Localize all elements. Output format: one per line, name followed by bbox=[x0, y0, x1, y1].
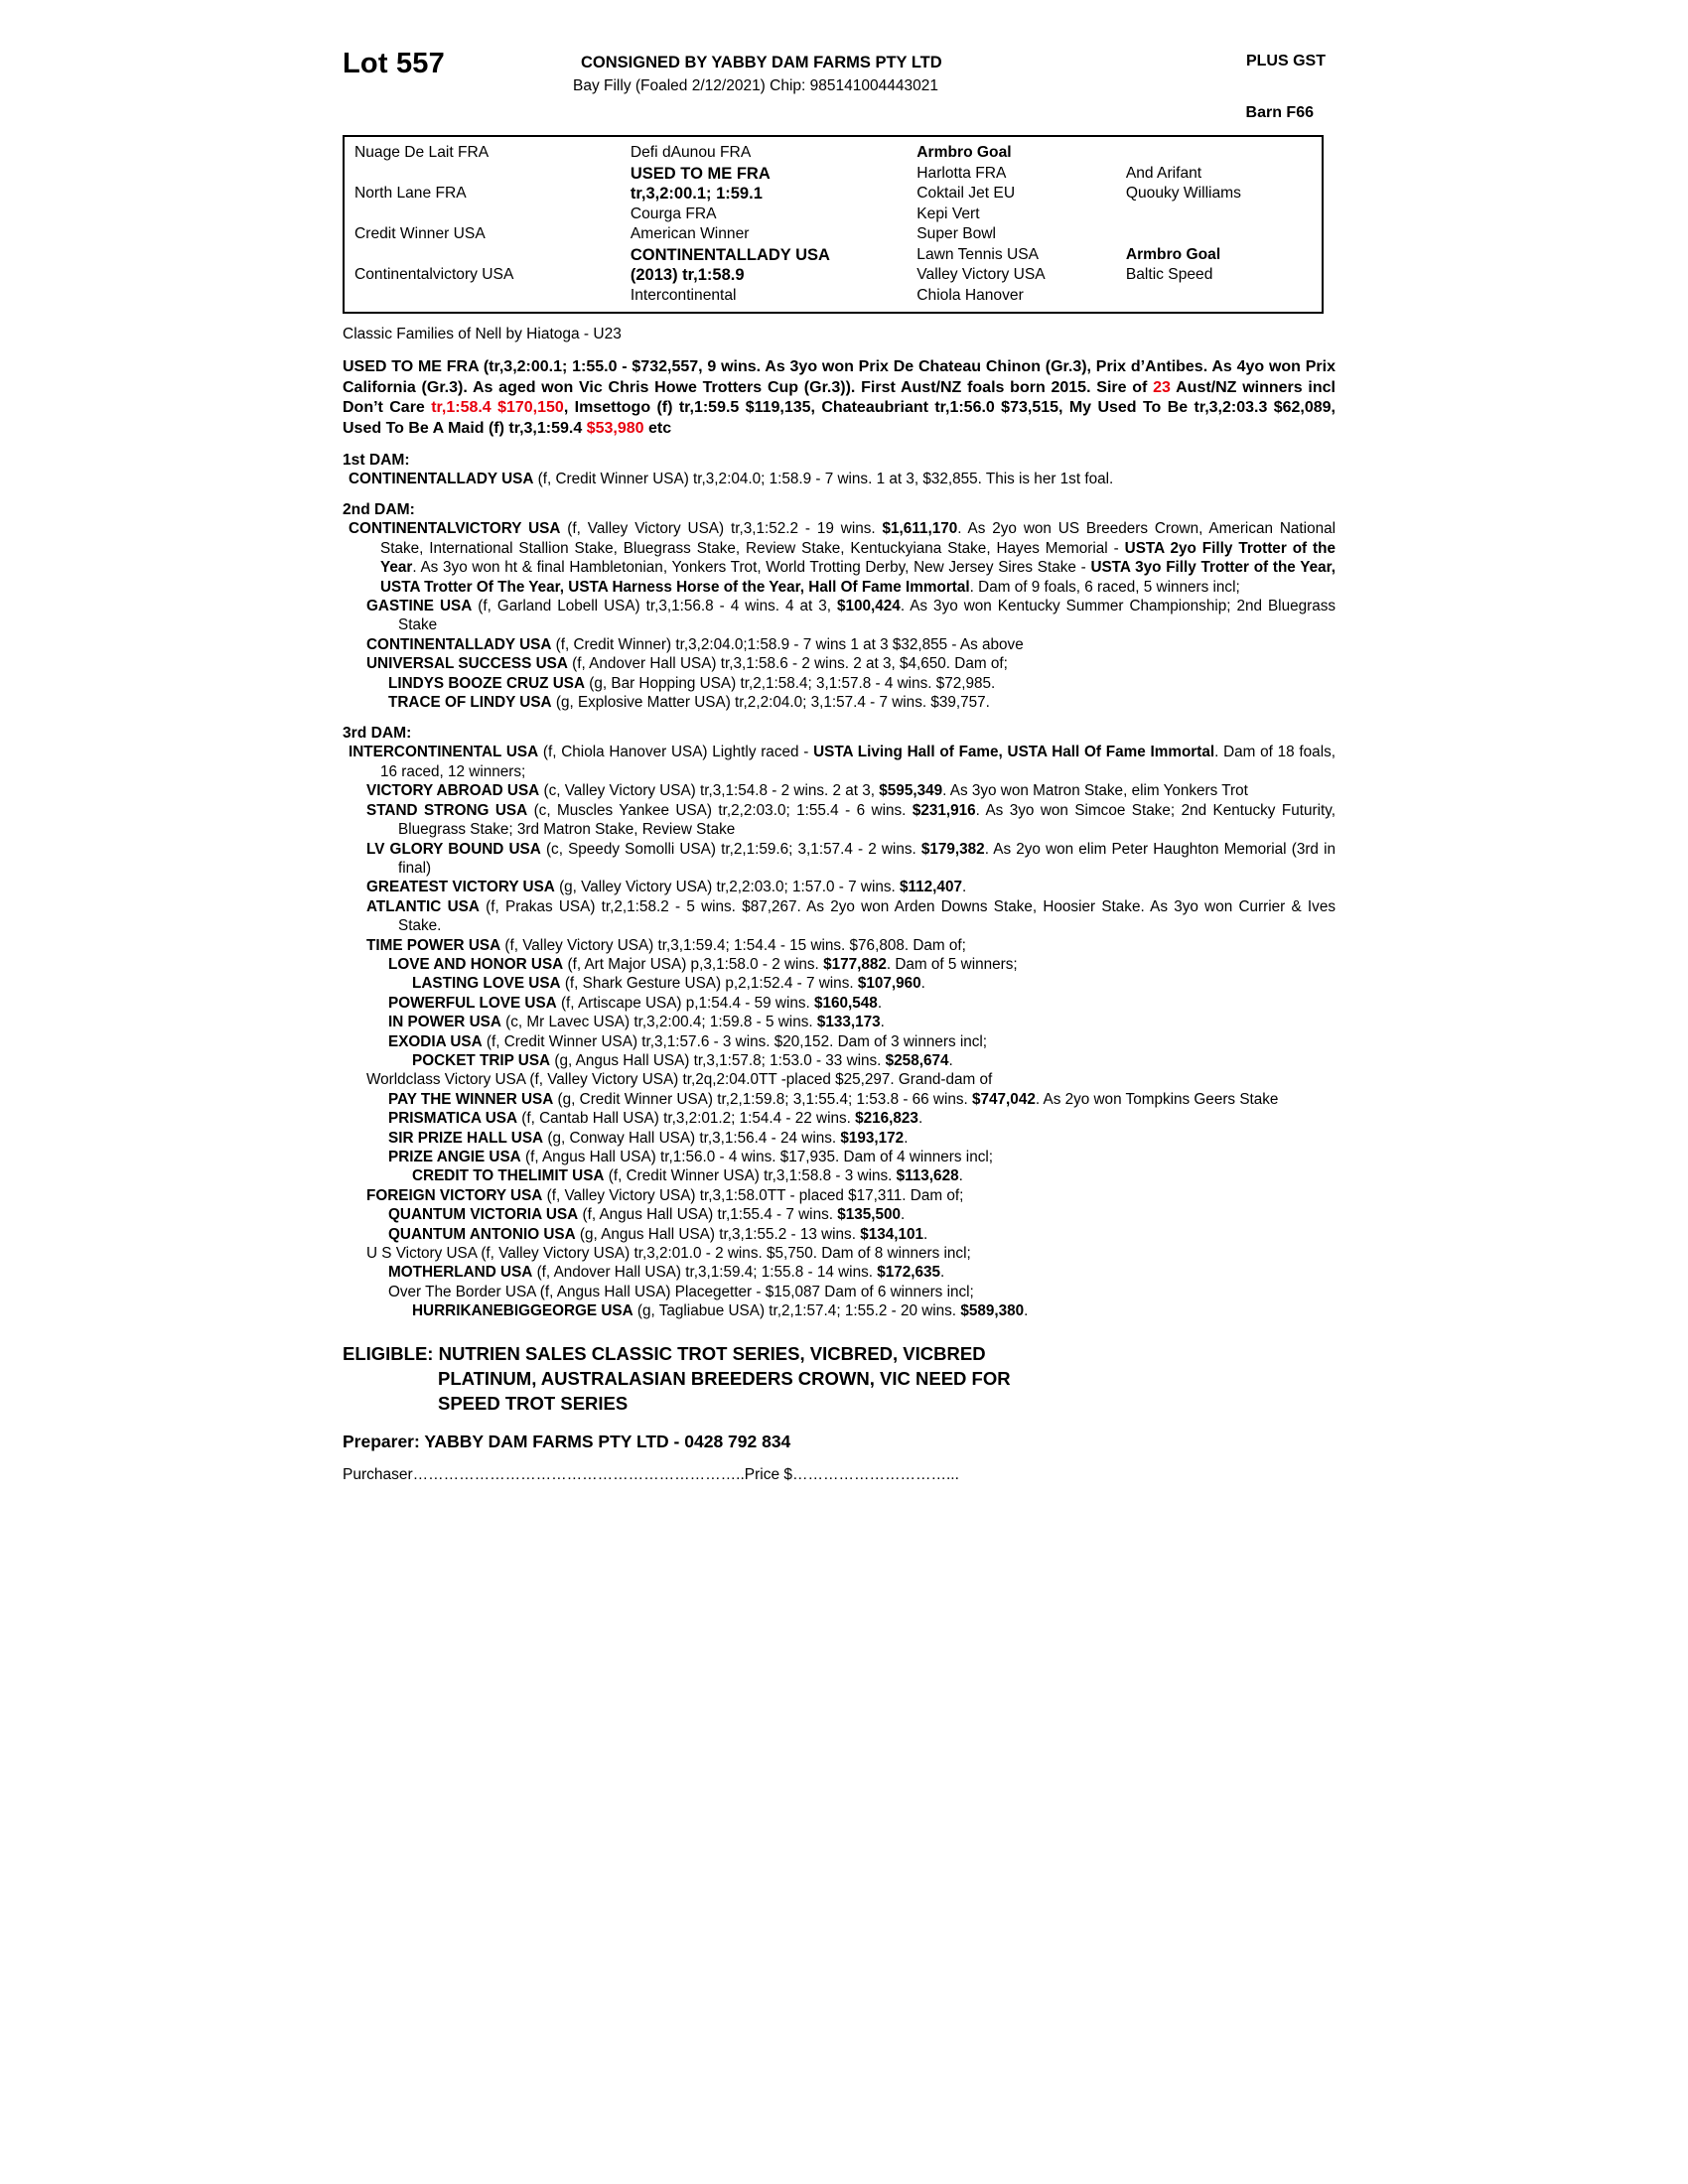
horse-detail: Over The Border USA (f, Angus Hall USA) Placegetter - $15,087 Dam of 6 winners incl; bbox=[388, 1283, 974, 1300]
horse-detail: (c, Speedy Somolli USA) tr,2,1:59.6; 3,1:57.4 - 2 wins. $179,382. As 2yo won elim Peter Haughton Memorial (3rd in final) bbox=[398, 840, 1336, 877]
horse-detail: (g, Credit Winner USA) tr,2,1:59.8; 3,1:55.4; 1:53.8 - 66 wins. $747,042. As 2yo won Tompkins Geers Stake bbox=[553, 1090, 1279, 1108]
horse-name: EXODIA USA bbox=[388, 1032, 483, 1050]
horse-name: SIR PRIZE HALL USA bbox=[388, 1129, 544, 1147]
horse-detail: Worldclass Victory USA (f, Valley Victory USA) tr,2q,2:04.0TT -placed $25,297. Grand-dam of bbox=[366, 1071, 993, 1089]
horse-detail: (f, Credit Winner USA) tr,3,2:04.0; 1:58.9 - 7 wins. 1 at 3, $32,855. This is her 1st foal. bbox=[533, 471, 1114, 487]
horse-name: MOTHERLAND USA bbox=[388, 1264, 533, 1282]
pedigree-entry bbox=[412, 1301, 1336, 1320]
pedigree-gen3-cell: Valley Victory USA bbox=[916, 266, 1046, 283]
horse-detail: (f, Art Major USA) p,3,1:58.0 - 2 wins. $177,882. Dam of 5 winners; bbox=[563, 955, 1018, 973]
pedigree-gen4-cell: Armbro Goal bbox=[1125, 245, 1221, 263]
horse-detail: (g, Conway Hall USA) tr,3,1:56.4 - 24 wins. $193,172. bbox=[543, 1129, 909, 1147]
horse-detail: (f, Credit Winner USA) tr,3,1:57.6 - 3 wins. $20,152. Dam of 3 winners incl; bbox=[482, 1032, 988, 1050]
horse-name: IN POWER USA bbox=[388, 1014, 501, 1031]
dam-sections bbox=[343, 452, 1336, 1321]
eligible-line-3: SPEED TROT SERIES bbox=[438, 1392, 629, 1414]
horse-name: PRIZE ANGIE USA bbox=[388, 1149, 521, 1165]
pedigree-gen4-cell: Armbro Goal bbox=[916, 144, 1012, 161]
pedigree-entry bbox=[388, 1225, 1336, 1244]
pedigree-gen4-cell: Baltic Speed bbox=[1125, 266, 1213, 283]
plus-gst-label: PLUS GST bbox=[1245, 53, 1326, 69]
horse-detail: (f, Angus Hall USA) tr,1:56.0 - 4 wins. $17,935. Dam of 4 winners incl; bbox=[520, 1149, 994, 1165]
sire-summary-part2: Aust/NZ winners incl Don’t Care bbox=[343, 378, 1336, 416]
pedigree-dam-cell bbox=[621, 245, 907, 286]
horse-detail: (f, Prakas USA) tr,2,1:58.2 - 5 wins. $87,267. As 2yo won Arden Downs Stake, Hoosier Stake. As 3yo won Currier & Ives Stake. bbox=[398, 897, 1336, 935]
dam-section-heading: 3rd DAM: bbox=[343, 725, 412, 743]
pedigree-entry bbox=[388, 1129, 1336, 1148]
horse-detail: (c, Muscles Yankee USA) tr,2,2:03.0; 1:55.4 - 6 wins. $231,916. As 3yo won Simcoe Stake; 2nd Kentucky Futurity, Bluegrass Stake; 3rd Matron Stake, Review Stake bbox=[398, 801, 1336, 839]
pedigree-entry bbox=[366, 801, 1336, 840]
pedigree-entry bbox=[366, 654, 1336, 673]
pedigree-entry bbox=[388, 1283, 1336, 1301]
pedigree-gen3-cell: Courga FRA bbox=[630, 205, 717, 222]
horse-name: POWERFUL LOVE USA bbox=[388, 994, 557, 1012]
horse-detail: U S Victory USA (f, Valley Victory USA) tr,3,2:01.0 - 2 wins. $5,750. Dam of 8 winners incl; bbox=[366, 1245, 971, 1263]
horse-name: LINDYS BOOZE CRUZ USA bbox=[388, 674, 586, 692]
horse-name: GASTINE USA bbox=[366, 598, 473, 615]
horse-name: INTERCONTINENTAL USA bbox=[349, 744, 539, 761]
horse-detail: (f, Valley Victory USA) tr,3,1:58.0TT - placed $17,311. Dam of; bbox=[542, 1186, 964, 1204]
horse-detail: (c, Valley Victory USA) tr,3,1:54.8 - 2 wins. 2 at 3, $595,349. As 3yo won Matron Stake, elim Yonkers Trot bbox=[539, 782, 1248, 800]
purchaser-line: Purchaser………………………………………………………..Price $…………………………... bbox=[343, 1465, 959, 1483]
sire-summary-paragraph bbox=[343, 357, 1336, 439]
pedigree-gen4-cell: Chiola Hanover bbox=[916, 286, 1024, 304]
sire-winners-count: 23 bbox=[1153, 378, 1171, 396]
pedigree-gen4-cell: Kepi Vert bbox=[916, 205, 980, 222]
pedigree-gen3-cell: Lawn Tennis USA bbox=[916, 245, 1040, 263]
sire-summary-part3: , Imsettogo (f) tr,1:59.5 $119,135, Chateaubriant tr,1:56.0 $73,515, My Used To Be tr,3,2:03.3 $62,089, Used To Be A Maid (f) tr,3,1:59.4 bbox=[343, 399, 1336, 437]
classic-families-line: Classic Families of Nell by Hiatoga - U23 bbox=[343, 326, 622, 342]
horse-detail: (g, Bar Hopping USA) tr,2,1:58.4; 3,1:57.8 - 4 wins. $72,985. bbox=[585, 674, 996, 692]
pedigree-row bbox=[345, 143, 1322, 164]
horse-name: QUANTUM ANTONIO USA bbox=[388, 1225, 576, 1243]
eligible-line-2: PLATINUM, AUSTRALASIAN BREEDERS CROWN, VIC NEED FOR bbox=[438, 1367, 1011, 1389]
horse-name: LASTING LOVE USA bbox=[412, 975, 561, 993]
page-header bbox=[343, 40, 1336, 131]
pedigree-entry bbox=[388, 955, 1336, 974]
pedigree-entry bbox=[366, 597, 1336, 635]
horse-detail: (f, Garland Lobell USA) tr,3,1:56.8 - 4 wins. 4 at 3, $100,424. As 3yo won Kentucky Summer Championship; 2nd Bluegrass Stake bbox=[398, 598, 1336, 634]
horse-name: LOVE AND HONOR USA bbox=[388, 955, 564, 973]
pedigree-entry bbox=[366, 936, 1336, 955]
pedigree-entry bbox=[366, 897, 1336, 936]
pedigree-entry bbox=[366, 781, 1336, 800]
pedigree-entry bbox=[366, 878, 1336, 896]
pedigree-entry bbox=[366, 1186, 1336, 1205]
horse-detail: (f, Artiscape USA) p,1:54.4 - 59 wins. $160,548. bbox=[556, 994, 883, 1012]
horse-name: PRISMATICA USA bbox=[388, 1110, 518, 1128]
horse-name: CONTINENTALLADY USA bbox=[349, 471, 534, 487]
horse-name: ATLANTIC USA bbox=[366, 897, 480, 915]
pedigree-entry bbox=[366, 635, 1336, 654]
horse-name: PAY THE WINNER USA bbox=[388, 1090, 554, 1108]
pedigree-gen3-cell: Coktail Jet EU bbox=[916, 185, 1016, 202]
dam-section-heading: 1st DAM: bbox=[343, 452, 410, 469]
pedigree-gen4-cell: And Arifant bbox=[1125, 164, 1202, 182]
pedigree-sire-cell bbox=[621, 164, 907, 205]
horse-name: STAND STRONG USA bbox=[366, 801, 528, 819]
horse-name: QUANTUM VICTORIA USA bbox=[388, 1206, 579, 1224]
horse-name: GREATEST VICTORY USA bbox=[366, 879, 555, 896]
horse-name: POCKET TRIP USA bbox=[412, 1051, 551, 1069]
horse-detail: (g, Angus Hall USA) tr,3,1:57.8; 1:53.0 - 33 wins. $258,674. bbox=[550, 1051, 953, 1069]
horse-detail: (f, Credit Winner) tr,3,2:04.0;1:58.9 - 7 wins 1 at 3 $32,855 - As above bbox=[551, 635, 1024, 653]
dam-record: (2013) tr,1:58.9 bbox=[630, 266, 745, 284]
pedigree-table bbox=[343, 135, 1324, 314]
pedigree-gen2-cell: Continentalvictory USA bbox=[354, 266, 514, 283]
pedigree-gen2-cell: North Lane FRA bbox=[354, 185, 467, 202]
horse-detail: (f, Andover Hall USA) tr,3,1:59.4; 1:55.8 - 14 wins. $172,635. bbox=[532, 1264, 945, 1282]
consignor-line: CONSIGNED BY YABBY DAM FARMS PTY LTD bbox=[581, 54, 942, 71]
sire-summary-part1: USED TO ME FRA (tr,3,2:00.1; 1:55.0 - $732,557, 9 wins. As 3yo won Prix De Chateau Chinon (Gr.3), Prix d’Antibes. As 4yo won Prix California (Gr.3). As aged won Vic Chris Howe Trotters Cup (Gr.3)). First Aust/NZ foals born 2015. Sire of bbox=[343, 358, 1336, 396]
pedigree-entry bbox=[349, 743, 1336, 781]
pedigree-entry bbox=[388, 1090, 1336, 1109]
pedigree-subline: Bay Filly (Foaled 2/12/2021) Chip: 985141004443021 bbox=[573, 77, 938, 94]
horse-detail: (f, Credit Winner USA) tr,3,1:58.8 - 3 wins. $113,628. bbox=[604, 1167, 963, 1185]
horse-name: CREDIT TO THELIMIT USA bbox=[412, 1167, 605, 1185]
horse-detail: (f, Valley Victory USA) tr,3,1:52.2 - 19 wins. $1,611,170. As 2yo won US Breeders Crown, American National Stake, International Stallion Stake, Bluegrass Stake, Review Stake, Kentuckyiana Stake, Hayes Memorial - USTA 2yo Filly Trotter of the Year. As 3yo won ht & final Hambletonian, Yonkers Trot, World Trotting Derby, New Jersey Sires Stake - USTA 3yo Filly Trotter of the Year, USTA Trotter Of The Year, USTA Harness Horse of the Year, Hall Of Fame Immortal. Dam of 9 foals, 6 raced, 5 winners incl; bbox=[380, 520, 1336, 596]
horse-name: LV GLORY BOUND USA bbox=[366, 840, 541, 858]
pedigree-entry bbox=[388, 1032, 1336, 1051]
pedigree-gen3-cell: Harlotta FRA bbox=[916, 164, 1007, 182]
pedigree-entry bbox=[388, 1263, 1336, 1282]
pedigree-entry bbox=[388, 1205, 1336, 1224]
horse-detail: (f, Angus Hall USA) tr,1:55.4 - 7 wins. $135,500. bbox=[578, 1206, 906, 1224]
horse-name: FOREIGN VICTORY USA bbox=[366, 1186, 543, 1204]
dam-section-heading: 2nd DAM: bbox=[343, 501, 415, 519]
horse-detail: (f, Valley Victory USA) tr,3,1:59.4; 1:54.4 - 15 wins. $76,808. Dam of; bbox=[500, 936, 966, 954]
pedigree-entry bbox=[388, 693, 1336, 712]
pedigree-gen2-cell: Nuage De Lait FRA bbox=[354, 144, 490, 161]
horse-name: TRACE OF LINDY USA bbox=[388, 694, 552, 712]
pedigree-gen3-cell: American Winner bbox=[630, 225, 750, 242]
pedigree-entry bbox=[388, 1109, 1336, 1128]
dam-name: CONTINENTALLADY USA bbox=[630, 245, 830, 264]
horse-name: HURRIKANEBIGGEORGE USA bbox=[412, 1302, 633, 1320]
pedigree-entry bbox=[412, 1051, 1336, 1070]
sire-record: tr,3,2:00.1; 1:59.1 bbox=[630, 185, 763, 203]
pedigree-gen4-cell: Super Bowl bbox=[916, 225, 997, 242]
pedigree-entry bbox=[366, 1070, 1336, 1089]
pedigree-entry bbox=[388, 994, 1336, 1013]
pedigree-gen3-cell: Defi dAunou FRA bbox=[630, 144, 752, 161]
pedigree-entry bbox=[388, 674, 1336, 693]
horse-detail: (g, Explosive Matter USA) tr,2,2:04.0; 3,1:57.4 - 7 wins. $39,757. bbox=[551, 694, 990, 712]
horse-detail: (c, Mr Lavec USA) tr,3,2:00.4; 1:59.8 - 5 wins. $133,173. bbox=[500, 1014, 885, 1031]
horse-detail: (f, Shark Gesture USA) p,2,1:52.4 - 7 wins. $107,960. bbox=[560, 975, 925, 993]
preparer-line: Preparer: YABBY DAM FARMS PTY LTD - 0428 792 834 bbox=[343, 1431, 791, 1451]
pedigree-entry bbox=[366, 840, 1336, 879]
pedigree-gen2-cell: Credit Winner USA bbox=[354, 225, 486, 242]
pedigree-gen4-cell: Quouky Williams bbox=[1125, 185, 1241, 202]
lot-number: Lot 557 bbox=[343, 48, 445, 79]
eligibility-block bbox=[343, 1341, 1336, 1416]
horse-name: CONTINENTALVICTORY USA bbox=[349, 520, 561, 538]
pedigree-entry bbox=[366, 1244, 1336, 1263]
horse-detail: (f, Cantab Hall USA) tr,3,2:01.2; 1:54.4 - 22 wins. $216,823. bbox=[517, 1110, 923, 1128]
pedigree-entry bbox=[412, 974, 1336, 993]
sire-summary-part4: etc bbox=[643, 419, 672, 437]
horse-name: VICTORY ABROAD USA bbox=[366, 782, 540, 800]
horse-detail: (g, Tagliabue USA) tr,2,1:57.4; 1:55.2 - 20 wins. $589,380. bbox=[633, 1302, 1029, 1320]
pedigree-entry bbox=[349, 470, 1336, 488]
pedigree-row bbox=[345, 224, 1322, 245]
horse-name: CONTINENTALLADY USA bbox=[366, 635, 552, 653]
sire-highlight-earnings-2: $53,980 bbox=[586, 419, 644, 437]
eligible-line-1: ELIGIBLE: NUTRIEN SALES CLASSIC TROT SERIES, VICBRED, VICBRED bbox=[343, 1342, 986, 1364]
sire-name: USED TO ME FRA bbox=[630, 164, 771, 183]
horse-name: TIME POWER USA bbox=[366, 936, 501, 954]
pedigree-entry bbox=[388, 1013, 1336, 1031]
horse-detail: (g, Angus Hall USA) tr,3,1:55.2 - 13 wins. $134,101. bbox=[575, 1225, 928, 1243]
horse-name: UNIVERSAL SUCCESS USA bbox=[366, 655, 568, 673]
pedigree-gen3-cell: Intercontinental bbox=[630, 286, 737, 304]
pedigree-entry bbox=[388, 1148, 1336, 1166]
horse-detail: (g, Valley Victory USA) tr,2,2:03.0; 1:57.0 - 7 wins. $112,407. bbox=[554, 879, 967, 896]
sire-highlight-earnings-1: tr,1:58.4 $170,150 bbox=[431, 399, 564, 416]
horse-detail: (f, Chiola Hanover USA) Lightly raced - USTA Living Hall of Fame, USTA Hall Of Fame Immortal. Dam of 18 foals, 16 raced, 12 winners; bbox=[380, 744, 1336, 780]
pedigree-entry bbox=[349, 519, 1336, 597]
horse-detail: (f, Andover Hall USA) tr,3,1:58.6 - 2 wins. 2 at 3, $4,650. Dam of; bbox=[567, 655, 1008, 673]
pedigree-entry bbox=[412, 1166, 1336, 1185]
barn-label: Barn F66 bbox=[1245, 104, 1314, 121]
